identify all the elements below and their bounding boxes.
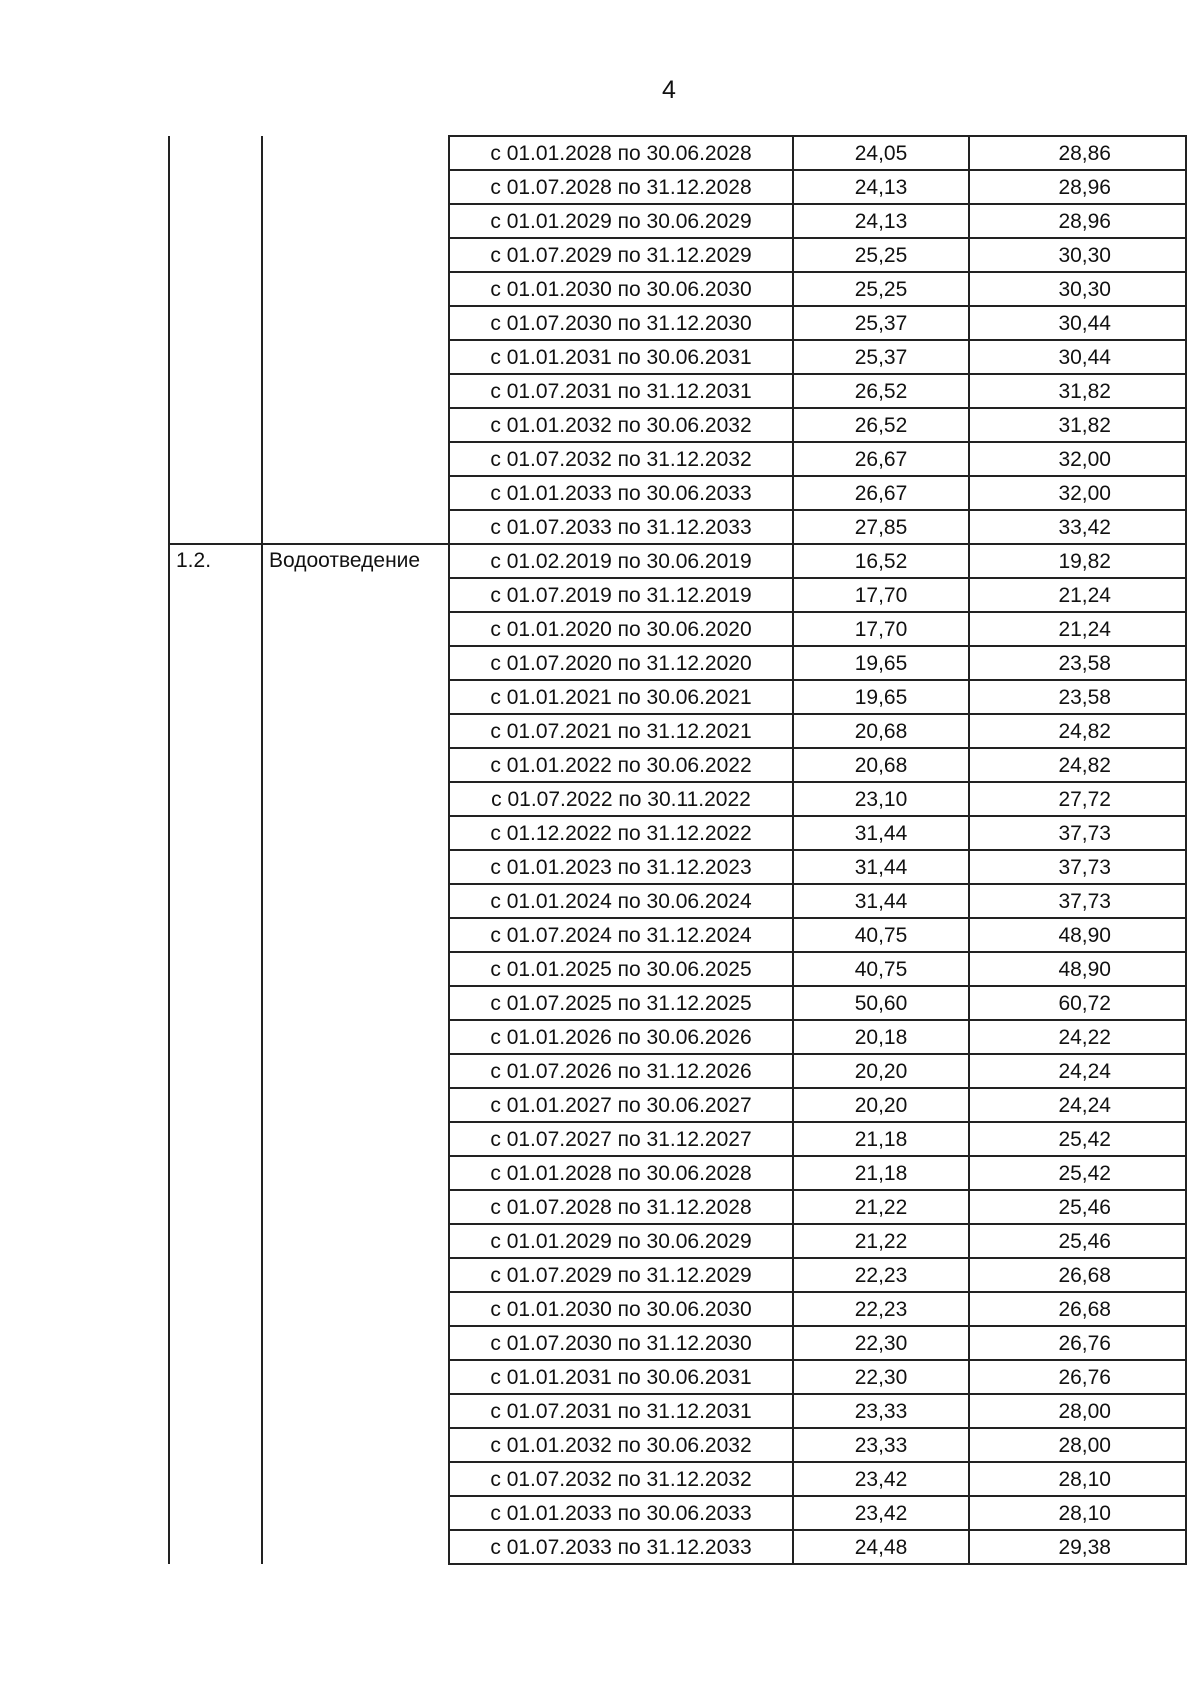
period-cell: с 01.01.2028 по 30.06.2028 bbox=[449, 1156, 793, 1190]
period-cell: с 01.01.2027 по 30.06.2027 bbox=[449, 1088, 793, 1122]
period-cell: с 01.07.2022 по 30.11.2022 bbox=[449, 782, 793, 816]
tariff-without-vat-cell: 22,23 bbox=[793, 1292, 969, 1326]
tariff-without-vat-cell: 24,13 bbox=[793, 204, 969, 238]
tariff-without-vat-cell: 24,13 bbox=[793, 170, 969, 204]
period-cell: с 01.01.2029 по 30.06.2029 bbox=[449, 204, 793, 238]
tariff-without-vat-cell: 24,48 bbox=[793, 1530, 969, 1564]
tariff-without-vat-cell: 22,30 bbox=[793, 1360, 969, 1394]
tariff-with-vat-cell: 29,38 bbox=[969, 1530, 1186, 1564]
period-cell: с 01.01.2033 по 30.06.2033 bbox=[449, 1496, 793, 1530]
tariff-with-vat-cell: 30,44 bbox=[969, 340, 1186, 374]
tariff-with-vat-cell: 28,00 bbox=[969, 1394, 1186, 1428]
period-cell: с 01.07.2032 по 31.12.2032 bbox=[449, 442, 793, 476]
tariff-with-vat-cell: 25,42 bbox=[969, 1122, 1186, 1156]
tariff-with-vat-cell: 28,10 bbox=[969, 1462, 1186, 1496]
period-cell: с 01.07.2033 по 31.12.2033 bbox=[449, 1530, 793, 1564]
period-cell: с 01.01.2032 по 30.06.2032 bbox=[449, 1428, 793, 1462]
tariff-with-vat-cell: 25,42 bbox=[969, 1156, 1186, 1190]
period-cell: с 01.01.2031 по 30.06.2031 bbox=[449, 340, 793, 374]
period-cell: с 01.01.2023 по 31.12.2023 bbox=[449, 850, 793, 884]
tariff-with-vat-cell: 37,73 bbox=[969, 816, 1186, 850]
period-cell: с 01.07.2029 по 31.12.2029 bbox=[449, 238, 793, 272]
tariff-without-vat-cell: 31,44 bbox=[793, 850, 969, 884]
period-cell: с 01.07.2019 по 31.12.2019 bbox=[449, 578, 793, 612]
tariff-without-vat-cell: 26,52 bbox=[793, 374, 969, 408]
tariff-without-vat-cell: 50,60 bbox=[793, 986, 969, 1020]
period-cell: с 01.07.2029 по 31.12.2029 bbox=[449, 1258, 793, 1292]
tariff-with-vat-cell: 37,73 bbox=[969, 850, 1186, 884]
tariff-with-vat-cell: 32,00 bbox=[969, 442, 1186, 476]
tariff-with-vat-cell: 24,22 bbox=[969, 1020, 1186, 1054]
tariff-without-vat-cell: 25,25 bbox=[793, 238, 969, 272]
tariff-without-vat-cell: 26,52 bbox=[793, 408, 969, 442]
tariff-with-vat-cell: 32,00 bbox=[969, 476, 1186, 510]
period-cell: с 01.01.2021 по 30.06.2021 bbox=[449, 680, 793, 714]
period-cell: с 01.07.2030 по 31.12.2030 bbox=[449, 306, 793, 340]
tariff-without-vat-cell: 20,20 bbox=[793, 1088, 969, 1122]
tariff-without-vat-cell: 20,18 bbox=[793, 1020, 969, 1054]
period-cell: с 01.07.2030 по 31.12.2030 bbox=[449, 1326, 793, 1360]
tariff-without-vat-cell: 31,44 bbox=[793, 884, 969, 918]
tariff-without-vat-cell: 25,37 bbox=[793, 340, 969, 374]
tariff-without-vat-cell: 40,75 bbox=[793, 952, 969, 986]
period-cell: с 01.01.2028 по 30.06.2028 bbox=[449, 136, 793, 170]
tariff-without-vat-cell: 26,67 bbox=[793, 476, 969, 510]
tariff-without-vat-cell: 21,18 bbox=[793, 1156, 969, 1190]
tariff-without-vat-cell: 23,33 bbox=[793, 1394, 969, 1428]
period-cell: с 01.01.2032 по 30.06.2032 bbox=[449, 408, 793, 442]
tariff-without-vat-cell: 27,85 bbox=[793, 510, 969, 544]
tariff-with-vat-cell: 25,46 bbox=[969, 1224, 1186, 1258]
period-cell: с 01.07.2027 по 31.12.2027 bbox=[449, 1122, 793, 1156]
tariff-with-vat-cell: 23,58 bbox=[969, 680, 1186, 714]
period-cell: с 01.01.2030 по 30.06.2030 bbox=[449, 272, 793, 306]
tariff-without-vat-cell: 19,65 bbox=[793, 646, 969, 680]
tariff-with-vat-cell: 37,73 bbox=[969, 884, 1186, 918]
tariff-with-vat-cell: 24,24 bbox=[969, 1054, 1186, 1088]
table-row bbox=[169, 544, 1186, 578]
period-cell: с 01.01.2030 по 30.06.2030 bbox=[449, 1292, 793, 1326]
period-cell: с 01.07.2028 по 31.12.2028 bbox=[449, 170, 793, 204]
tariff-without-vat-cell: 17,70 bbox=[793, 578, 969, 612]
period-cell: с 01.07.2032 по 31.12.2032 bbox=[449, 1462, 793, 1496]
tariff-with-vat-cell: 25,46 bbox=[969, 1190, 1186, 1224]
service-name: Водоотведение bbox=[262, 544, 449, 1564]
tariff-with-vat-cell: 28,00 bbox=[969, 1428, 1186, 1462]
period-cell: с 01.01.2025 по 30.06.2025 bbox=[449, 952, 793, 986]
period-cell: с 01.07.2021 по 31.12.2021 bbox=[449, 714, 793, 748]
table-row bbox=[169, 136, 1186, 170]
tariff-with-vat-cell: 19,82 bbox=[969, 544, 1186, 578]
tariff-without-vat-cell: 31,44 bbox=[793, 816, 969, 850]
tariff-with-vat-cell: 28,96 bbox=[969, 204, 1186, 238]
tariff-without-vat-cell: 25,25 bbox=[793, 272, 969, 306]
tariff-with-vat-cell: 28,96 bbox=[969, 170, 1186, 204]
tariff-without-vat-cell: 24,05 bbox=[793, 136, 969, 170]
period-cell: с 01.01.2033 по 30.06.2033 bbox=[449, 476, 793, 510]
tariff-without-vat-cell: 17,70 bbox=[793, 612, 969, 646]
tariff-with-vat-cell: 28,10 bbox=[969, 1496, 1186, 1530]
tariff-with-vat-cell: 48,90 bbox=[969, 918, 1186, 952]
tariff-without-vat-cell: 21,22 bbox=[793, 1190, 969, 1224]
period-cell: с 01.01.2031 по 30.06.2031 bbox=[449, 1360, 793, 1394]
tariff-without-vat-cell: 20,68 bbox=[793, 748, 969, 782]
period-cell: с 01.07.2031 по 31.12.2031 bbox=[449, 1394, 793, 1428]
tariff-with-vat-cell: 60,72 bbox=[969, 986, 1186, 1020]
section-number bbox=[169, 136, 262, 544]
service-name bbox=[262, 136, 449, 544]
tariff-without-vat-cell: 23,42 bbox=[793, 1496, 969, 1530]
period-cell: с 01.07.2031 по 31.12.2031 bbox=[449, 374, 793, 408]
tariff-with-vat-cell: 26,76 bbox=[969, 1360, 1186, 1394]
tariff-with-vat-cell: 30,44 bbox=[969, 306, 1186, 340]
period-cell: с 01.01.2029 по 30.06.2029 bbox=[449, 1224, 793, 1258]
tariff-without-vat-cell: 20,68 bbox=[793, 714, 969, 748]
tariff-with-vat-cell: 30,30 bbox=[969, 272, 1186, 306]
page-number: 4 bbox=[662, 76, 676, 104]
period-cell: с 01.07.2028 по 31.12.2028 bbox=[449, 1190, 793, 1224]
tariff-with-vat-cell: 26,68 bbox=[969, 1258, 1186, 1292]
tariff-with-vat-cell: 26,76 bbox=[969, 1326, 1186, 1360]
tariff-table-body bbox=[169, 136, 1186, 1564]
period-cell: с 01.07.2026 по 31.12.2026 bbox=[449, 1054, 793, 1088]
tariff-with-vat-cell: 48,90 bbox=[969, 952, 1186, 986]
tariff-without-vat-cell: 23,33 bbox=[793, 1428, 969, 1462]
period-cell: с 01.01.2022 по 30.06.2022 bbox=[449, 748, 793, 782]
tariff-with-vat-cell: 21,24 bbox=[969, 578, 1186, 612]
tariff-with-vat-cell: 24,82 bbox=[969, 748, 1186, 782]
tariff-without-vat-cell: 16,52 bbox=[793, 544, 969, 578]
tariff-with-vat-cell: 31,82 bbox=[969, 374, 1186, 408]
tariff-without-vat-cell: 21,22 bbox=[793, 1224, 969, 1258]
tariff-with-vat-cell: 24,24 bbox=[969, 1088, 1186, 1122]
period-cell: с 01.07.2033 по 31.12.2033 bbox=[449, 510, 793, 544]
period-cell: с 01.07.2020 по 31.12.2020 bbox=[449, 646, 793, 680]
tariff-without-vat-cell: 23,10 bbox=[793, 782, 969, 816]
tariff-with-vat-cell: 31,82 bbox=[969, 408, 1186, 442]
tariff-with-vat-cell: 33,42 bbox=[969, 510, 1186, 544]
tariff-with-vat-cell: 21,24 bbox=[969, 612, 1186, 646]
tariff-without-vat-cell: 21,18 bbox=[793, 1122, 969, 1156]
tariff-with-vat-cell: 27,72 bbox=[969, 782, 1186, 816]
period-cell: с 01.01.2026 по 30.06.2026 bbox=[449, 1020, 793, 1054]
period-cell: с 01.07.2024 по 31.12.2024 bbox=[449, 918, 793, 952]
tariff-with-vat-cell: 28,86 bbox=[969, 136, 1186, 170]
period-cell: с 01.01.2024 по 30.06.2024 bbox=[449, 884, 793, 918]
period-cell: с 01.07.2025 по 31.12.2025 bbox=[449, 986, 793, 1020]
tariff-with-vat-cell: 26,68 bbox=[969, 1292, 1186, 1326]
tariff-without-vat-cell: 19,65 bbox=[793, 680, 969, 714]
tariff-without-vat-cell: 26,67 bbox=[793, 442, 969, 476]
tariff-without-vat-cell: 20,20 bbox=[793, 1054, 969, 1088]
tariff-without-vat-cell: 25,37 bbox=[793, 306, 969, 340]
tariff-without-vat-cell: 22,30 bbox=[793, 1326, 969, 1360]
tariff-with-vat-cell: 23,58 bbox=[969, 646, 1186, 680]
period-cell: с 01.01.2020 по 30.06.2020 bbox=[449, 612, 793, 646]
tariff-without-vat-cell: 23,42 bbox=[793, 1462, 969, 1496]
tariff-without-vat-cell: 40,75 bbox=[793, 918, 969, 952]
tariff-with-vat-cell: 24,82 bbox=[969, 714, 1186, 748]
period-cell: с 01.12.2022 по 31.12.2022 bbox=[449, 816, 793, 850]
period-cell: с 01.02.2019 по 30.06.2019 bbox=[449, 544, 793, 578]
tariff-without-vat-cell: 22,23 bbox=[793, 1258, 969, 1292]
tariff-table bbox=[168, 135, 1187, 1565]
section-number: 1.2. bbox=[169, 544, 262, 1564]
tariff-with-vat-cell: 30,30 bbox=[969, 238, 1186, 272]
